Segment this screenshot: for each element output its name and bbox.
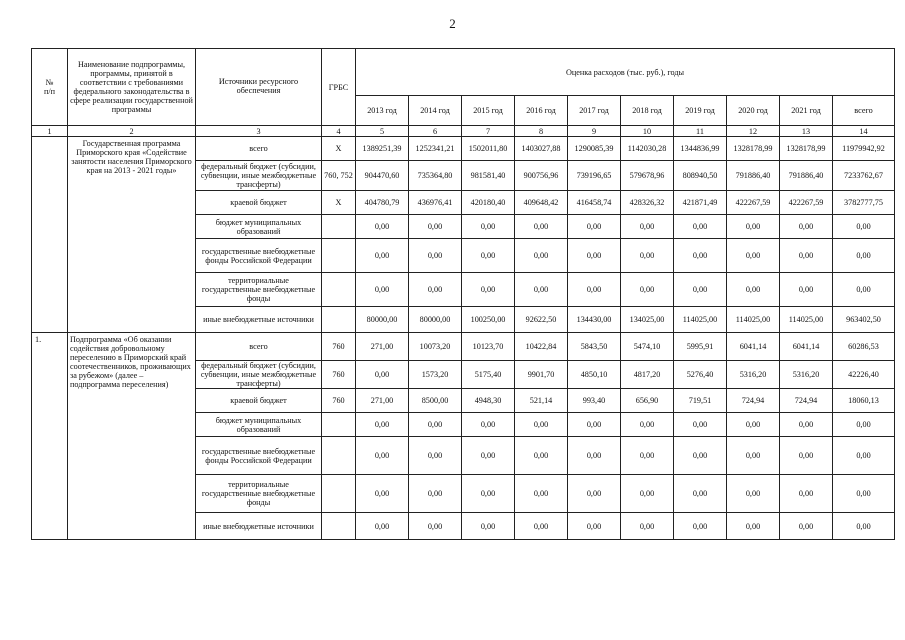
grbs-code [322,239,356,273]
year-value: 114025,00 [727,307,780,333]
year-value: 0,00 [409,475,462,513]
year-value: 0,00 [621,475,674,513]
year-value: 0,00 [515,475,568,513]
year-value: 0,00 [462,475,515,513]
grbs-code [322,475,356,513]
year-value: 0,00 [727,413,780,437]
year-value: 428326,32 [621,191,674,215]
total-value: 0,00 [833,215,895,239]
header-year: 2021 год [780,96,833,126]
table-row [32,333,895,361]
funding-source: краевой бюджет [196,191,322,215]
year-value: 0,00 [674,475,727,513]
total-value: 0,00 [833,239,895,273]
funding-source: всего [196,333,322,361]
header-name: Наименование подпрограммы, программы, принятой в соответствии с требованиями федерального законодательства в сфере реализации государственной программы [68,49,196,126]
grbs-code [322,307,356,333]
total-value: 60286,53 [833,333,895,361]
column-number: 14 [833,126,895,137]
header-estimate-group: Оценка расходов (тыс. руб.), годы [356,49,895,96]
year-value: 0,00 [356,239,409,273]
year-value: 0,00 [409,273,462,307]
total-value: 0,00 [833,413,895,437]
year-value: 0,00 [568,273,621,307]
header-year: 2018 год [621,96,674,126]
total-value: 3782777,75 [833,191,895,215]
year-value: 0,00 [727,239,780,273]
funding-source: краевой бюджет [196,389,322,413]
year-value: 0,00 [568,239,621,273]
year-value: 0,00 [515,437,568,475]
column-number: 9 [568,126,621,137]
year-value: 4850,10 [568,361,621,389]
year-value: 808940,50 [674,161,727,191]
funding-source: федеральный бюджет (субсидии, субвенции, иные межбюджетные трансферты) [196,361,322,389]
header-row-top [32,49,895,96]
year-value: 656,90 [621,389,674,413]
year-value: 416458,74 [568,191,621,215]
grbs-code [322,437,356,475]
total-value: 0,00 [833,475,895,513]
year-value: 0,00 [462,239,515,273]
year-value: 1389251,39 [356,137,409,161]
year-value: 724,94 [727,389,780,413]
header-year: 2020 год [727,96,780,126]
year-value: 0,00 [462,513,515,540]
year-value: 739196,65 [568,161,621,191]
year-value: 271,00 [356,333,409,361]
year-value: 0,00 [356,215,409,239]
year-value: 80000,00 [356,307,409,333]
year-value: 271,00 [356,389,409,413]
year-value: 0,00 [780,273,833,307]
funding-source: всего [196,137,322,161]
year-value: 0,00 [409,437,462,475]
year-value: 0,00 [780,413,833,437]
year-value: 5175,40 [462,361,515,389]
year-value: 92622,50 [515,307,568,333]
year-value: 4817,20 [621,361,674,389]
year-value: 100250,00 [462,307,515,333]
column-number: 4 [322,126,356,137]
year-value: 900756,96 [515,161,568,191]
year-value: 9901,70 [515,361,568,389]
year-value: 1502011,80 [462,137,515,161]
year-value: 422267,59 [780,191,833,215]
column-number: 6 [409,126,462,137]
year-value: 719,51 [674,389,727,413]
year-value: 8500,00 [409,389,462,413]
header-year: 2015 год [462,96,515,126]
header-num: № п/п [32,49,68,126]
year-value: 134430,00 [568,307,621,333]
header-year: 2017 год [568,96,621,126]
year-value: 0,00 [515,513,568,540]
year-value: 0,00 [356,361,409,389]
total-value: 7233762,67 [833,161,895,191]
budget-table [31,48,895,540]
year-value: 0,00 [727,215,780,239]
total-value: 0,00 [833,513,895,540]
year-value: 0,00 [621,513,674,540]
header-year: 2019 год [674,96,727,126]
grbs-code: X [322,191,356,215]
funding-source: иные внебюджетные источники [196,513,322,540]
year-value: 4948,30 [462,389,515,413]
year-value: 0,00 [780,513,833,540]
column-number: 7 [462,126,515,137]
grbs-code: 760 [322,333,356,361]
year-value: 0,00 [409,413,462,437]
year-value: 1142030,28 [621,137,674,161]
header-grbs: ГРБС [322,49,356,126]
year-value: 0,00 [462,413,515,437]
year-value: 6041,14 [780,333,833,361]
year-value: 0,00 [674,215,727,239]
year-value: 10123,70 [462,333,515,361]
year-value: 0,00 [780,215,833,239]
year-value: 0,00 [356,437,409,475]
year-value: 5843,50 [568,333,621,361]
grbs-code [322,513,356,540]
funding-source: бюджет муниципальных образований [196,413,322,437]
year-value: 0,00 [409,513,462,540]
year-value: 10422,84 [515,333,568,361]
section-index: 1. [32,333,68,540]
year-value: 0,00 [462,215,515,239]
year-value: 579678,96 [621,161,674,191]
year-value: 0,00 [621,239,674,273]
year-value: 791886,40 [727,161,780,191]
year-value: 0,00 [356,413,409,437]
year-value: 1290085,39 [568,137,621,161]
year-value: 10073,20 [409,333,462,361]
year-value: 0,00 [674,239,727,273]
year-value: 1252341,21 [409,137,462,161]
total-value: 0,00 [833,437,895,475]
year-value: 0,00 [462,437,515,475]
funding-source: территориальные государственные внебюджетные фонды [196,475,322,513]
year-value: 420180,40 [462,191,515,215]
grbs-code: 760 [322,389,356,413]
year-value: 0,00 [727,475,780,513]
year-value: 1573,20 [409,361,462,389]
table-row [32,137,895,161]
year-value: 0,00 [568,413,621,437]
grbs-code: 760, 752 [322,161,356,191]
section-name: Государственная программа Приморского края «Содействие занятости населения Приморского края на 2013 - 2021 годы» [68,137,196,333]
header-year: всего [833,96,895,126]
year-value: 114025,00 [780,307,833,333]
year-value: 5316,20 [727,361,780,389]
year-value: 981581,40 [462,161,515,191]
year-value: 0,00 [515,215,568,239]
grbs-code [322,273,356,307]
year-value: 0,00 [621,273,674,307]
page-number: 2 [449,16,456,31]
year-value: 0,00 [621,437,674,475]
column-number: 5 [356,126,409,137]
year-value: 0,00 [462,273,515,307]
year-value: 0,00 [674,413,727,437]
year-value: 521,14 [515,389,568,413]
year-value: 0,00 [356,475,409,513]
funding-source: иные внебюджетные источники [196,307,322,333]
funding-source: территориальные государственные внебюджетные фонды [196,273,322,307]
column-number: 12 [727,126,780,137]
funding-source: федеральный бюджет (субсидии, субвенции, иные межбюджетные трансферты) [196,161,322,191]
total-value: 963402,50 [833,307,895,333]
column-number-row [32,126,895,137]
year-value: 1403027,88 [515,137,568,161]
column-number: 11 [674,126,727,137]
header-source: Источники ресурсного обеспечения [196,49,322,126]
year-value: 0,00 [409,215,462,239]
year-value: 80000,00 [409,307,462,333]
year-value: 0,00 [409,239,462,273]
year-value: 0,00 [780,239,833,273]
funding-source: бюджет муниципальных образований [196,215,322,239]
year-value: 1328178,99 [780,137,833,161]
column-number: 8 [515,126,568,137]
year-value: 0,00 [356,273,409,307]
year-value: 0,00 [568,437,621,475]
year-value: 6041,14 [727,333,780,361]
grbs-code: X [322,137,356,161]
year-value: 422267,59 [727,191,780,215]
header-year: 2014 год [409,96,462,126]
year-value: 134025,00 [621,307,674,333]
year-value: 0,00 [568,513,621,540]
year-value: 0,00 [515,413,568,437]
grbs-code [322,413,356,437]
year-value: 0,00 [674,273,727,307]
year-value: 421871,49 [674,191,727,215]
column-number: 1 [32,126,68,137]
header-year: 2013 год [356,96,409,126]
year-value: 791886,40 [780,161,833,191]
year-value: 114025,00 [674,307,727,333]
column-number: 13 [780,126,833,137]
total-value: 18060,13 [833,389,895,413]
year-value: 0,00 [515,273,568,307]
year-value: 5995,91 [674,333,727,361]
section-name: Подпрограмма «Об оказании содействия добровольному переселению в Приморский край соотечественников, проживающих за рубежом» (далее – подпрограмма переселения) [68,333,196,540]
year-value: 5316,20 [780,361,833,389]
funding-source: государственные внебюджетные фонды Российской Федерации [196,437,322,475]
table-body [32,137,895,540]
year-value: 0,00 [515,239,568,273]
year-value: 0,00 [356,513,409,540]
grbs-code: 760 [322,361,356,389]
year-value: 904470,60 [356,161,409,191]
year-value: 724,94 [780,389,833,413]
year-value: 0,00 [674,437,727,475]
year-value: 0,00 [674,513,727,540]
year-value: 0,00 [727,437,780,475]
header-year: 2016 год [515,96,568,126]
column-number: 10 [621,126,674,137]
column-number: 2 [68,126,196,137]
year-value: 1344836,99 [674,137,727,161]
year-value: 404780,79 [356,191,409,215]
year-value: 409648,42 [515,191,568,215]
total-value: 0,00 [833,273,895,307]
year-value: 0,00 [727,273,780,307]
year-value: 0,00 [727,513,780,540]
year-value: 1328178,99 [727,137,780,161]
total-value: 11979942,92 [833,137,895,161]
grbs-code [322,215,356,239]
total-value: 42226,40 [833,361,895,389]
column-number: 3 [196,126,322,137]
year-value: 5474,10 [621,333,674,361]
year-value: 0,00 [568,215,621,239]
year-value: 0,00 [621,215,674,239]
year-value: 0,00 [780,437,833,475]
year-value: 0,00 [780,475,833,513]
year-value: 5276,40 [674,361,727,389]
year-value: 0,00 [621,413,674,437]
funding-source: государственные внебюджетные фонды Российской Федерации [196,239,322,273]
year-value: 436976,41 [409,191,462,215]
year-value: 735364,80 [409,161,462,191]
year-value: 0,00 [568,475,621,513]
section-index [32,137,68,333]
year-value: 993,40 [568,389,621,413]
